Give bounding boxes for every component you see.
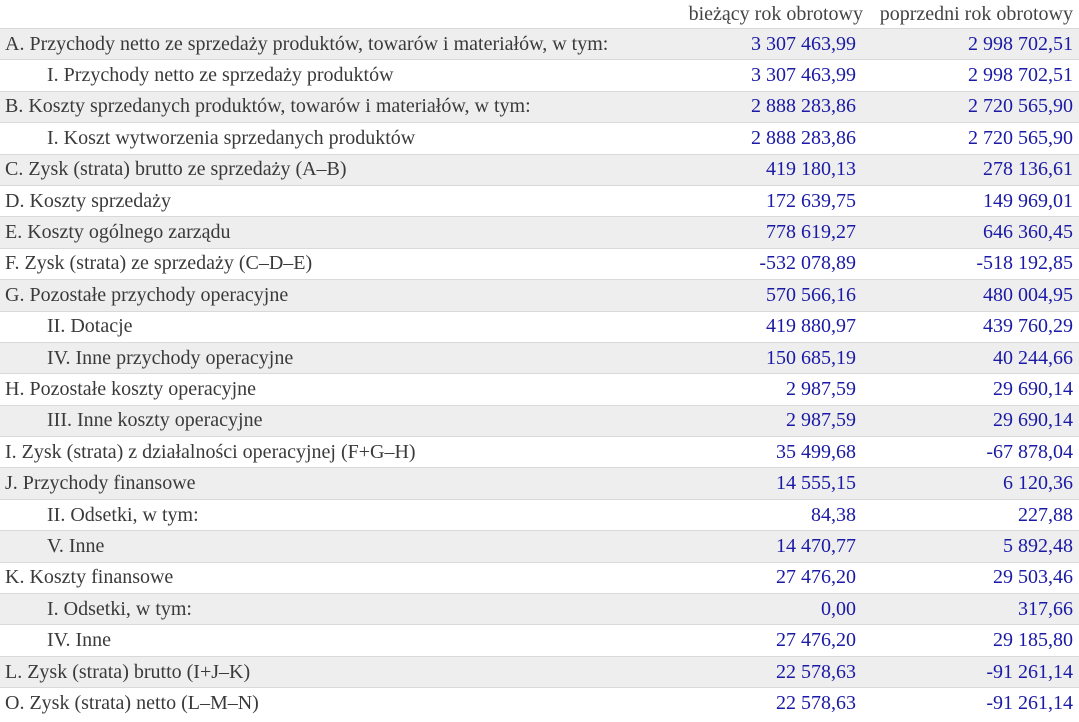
previous-year-value: 5 892,48	[863, 531, 1079, 562]
current-year-value: 14 555,15	[664, 468, 863, 499]
previous-year-value: 227,88	[863, 499, 1079, 530]
table-row	[0, 311, 1079, 342]
table-row	[0, 531, 1079, 562]
row-label: II. Odsetki, w tym:	[0, 499, 664, 530]
row-label: IV. Inne przychody operacyjne	[0, 342, 664, 373]
current-year-value: 2 987,59	[664, 374, 863, 405]
current-year-value: -532 078,89	[664, 248, 863, 279]
previous-year-value: 439 760,29	[863, 311, 1079, 342]
table-row	[0, 248, 1079, 279]
previous-year-value: 29 503,46	[863, 562, 1079, 593]
header-previous-year: poprzedni rok obrotowy	[879, 2, 1073, 25]
current-year-value: 3 307 463,99	[664, 60, 863, 91]
row-label: F. Zysk (strata) ze sprzedaży (C–D–E)	[0, 248, 664, 279]
current-year-value: 14 470,77	[664, 531, 863, 562]
current-year-value: 778 619,27	[664, 217, 863, 248]
row-label: I. Koszt wytworzenia sprzedanych produktów	[0, 123, 664, 154]
previous-year-value: 40 244,66	[863, 342, 1079, 373]
previous-year-value: 29 185,80	[863, 625, 1079, 656]
previous-year-value: 2 720 565,90	[863, 91, 1079, 122]
table-row	[0, 468, 1079, 499]
row-label: H. Pozostałe koszty operacyjne	[0, 374, 664, 405]
previous-year-value: 2 998 702,51	[863, 60, 1079, 91]
table-body	[0, 29, 1079, 720]
table-row	[0, 91, 1079, 122]
row-label: B. Koszty sprzedanych produktów, towarów i materiałów, w tym:	[0, 91, 664, 122]
table-row	[0, 123, 1079, 154]
current-year-value: 419 180,13	[664, 154, 863, 185]
current-year-value: 27 476,20	[664, 562, 863, 593]
current-year-value: 22 578,63	[664, 688, 863, 719]
row-label: I. Przychody netto ze sprzedaży produktów	[0, 60, 664, 91]
table-row	[0, 217, 1079, 248]
current-year-value: 35 499,68	[664, 437, 863, 468]
table-row	[0, 437, 1079, 468]
table-row	[0, 688, 1079, 719]
row-label: K. Koszty finansowe	[0, 562, 664, 593]
header-label-column	[0, 0, 664, 29]
table-row	[0, 499, 1079, 530]
table-row	[0, 374, 1079, 405]
previous-year-value: -518 192,85	[863, 248, 1079, 279]
previous-year-value: 29 690,14	[863, 374, 1079, 405]
previous-year-value: 149 969,01	[863, 185, 1079, 216]
previous-year-value: -67 878,04	[863, 437, 1079, 468]
current-year-value: 0,00	[664, 594, 863, 625]
table-row	[0, 154, 1079, 185]
row-label: IV. Inne	[0, 625, 664, 656]
current-year-value: 172 639,75	[664, 185, 863, 216]
current-year-value: 570 566,16	[664, 280, 863, 311]
row-label: G. Pozostałe przychody operacyjne	[0, 280, 664, 311]
row-label: J. Przychody finansowe	[0, 468, 664, 499]
previous-year-value: 6 120,36	[863, 468, 1079, 499]
header-current-year: bieżący rok obrotowy	[688, 2, 863, 25]
row-label: V. Inne	[0, 531, 664, 562]
row-label: L. Zysk (strata) brutto (I+J–K)	[0, 656, 664, 687]
table-row	[0, 280, 1079, 311]
table-row	[0, 29, 1079, 60]
row-label: I. Zysk (strata) z działalności operacyjnej (F+G–H)	[0, 437, 664, 468]
row-label: O. Zysk (strata) netto (L–M–N)	[0, 688, 664, 719]
row-label: II. Dotacje	[0, 311, 664, 342]
previous-year-value: 2 998 702,51	[863, 29, 1079, 60]
current-year-value: 2 888 283,86	[664, 91, 863, 122]
table-row	[0, 185, 1079, 216]
table-row	[0, 562, 1079, 593]
current-year-value: 150 685,19	[664, 342, 863, 373]
previous-year-value: 480 004,95	[863, 280, 1079, 311]
table-row	[0, 625, 1079, 656]
current-year-value: 27 476,20	[664, 625, 863, 656]
table-header	[0, 0, 1079, 29]
previous-year-value: 2 720 565,90	[863, 123, 1079, 154]
previous-year-value: -91 261,14	[863, 688, 1079, 719]
header-row	[0, 0, 1079, 29]
row-label: C. Zysk (strata) brutto ze sprzedaży (A–B)	[0, 154, 664, 185]
row-label: A. Przychody netto ze sprzedaży produktów, towarów i materiałów, w tym:	[0, 29, 664, 60]
table-row	[0, 342, 1079, 373]
table-row	[0, 594, 1079, 625]
table-row	[0, 656, 1079, 687]
row-label: I. Odsetki, w tym:	[0, 594, 664, 625]
previous-year-value: 646 360,45	[863, 217, 1079, 248]
previous-year-value: 278 136,61	[863, 154, 1079, 185]
current-year-value: 84,38	[664, 499, 863, 530]
current-year-value: 419 880,97	[664, 311, 863, 342]
row-label: III. Inne koszty operacyjne	[0, 405, 664, 436]
table-row	[0, 60, 1079, 91]
current-year-value: 3 307 463,99	[664, 29, 863, 60]
row-label: D. Koszty sprzedaży	[0, 185, 664, 216]
current-year-value: 2 987,59	[664, 405, 863, 436]
row-label: E. Koszty ogólnego zarządu	[0, 217, 664, 248]
previous-year-value: 317,66	[863, 594, 1079, 625]
table-row	[0, 405, 1079, 436]
previous-year-value: -91 261,14	[863, 656, 1079, 687]
current-year-value: 22 578,63	[664, 656, 863, 687]
previous-year-value: 29 690,14	[863, 405, 1079, 436]
current-year-value: 2 888 283,86	[664, 123, 863, 154]
